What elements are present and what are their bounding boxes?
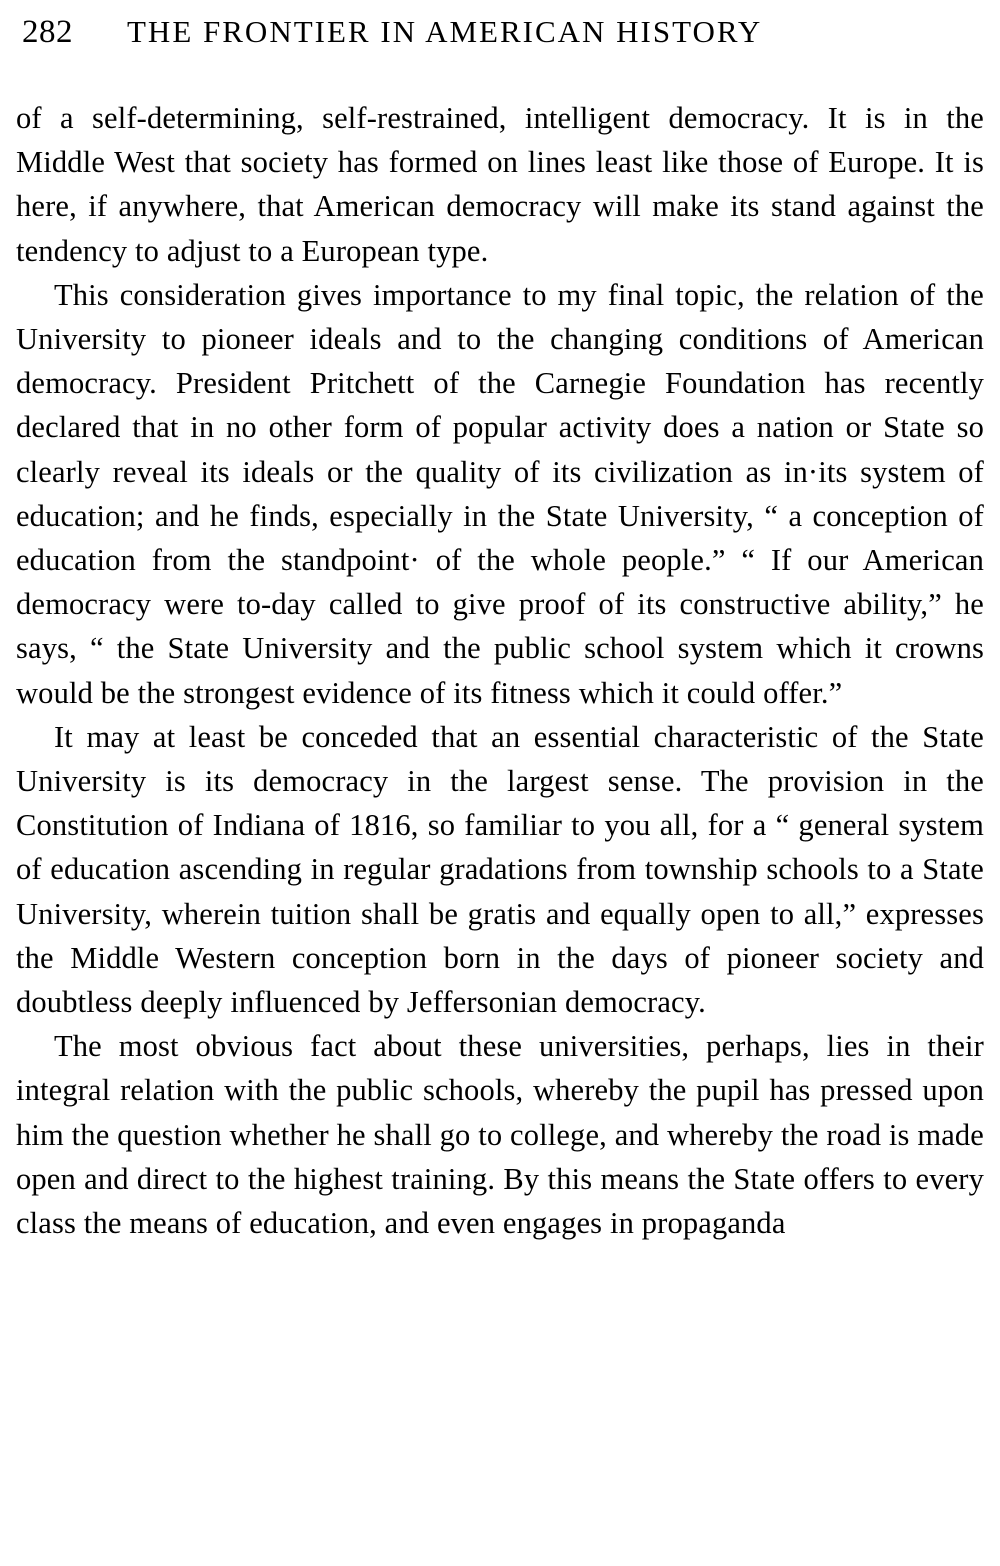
page-body [16,96,984,1245]
paragraph-1: of a self-determining, self-restrained, intelligent democracy. It is in the Middle West that society has formed on lines least like those of Europe. It is here, if anywhere, that American democracy will make its stand against the tendency to adjust to a European type. [16,101,984,268]
page-header [22,14,978,58]
page-number: 282 [22,14,73,50]
running-head: THE FRONTIER IN AMERICAN HISTORY [127,14,763,49]
paragraph-3: It may at least be conceded that an essential characteristic of the State University is its democracy in the largest sense. The provision in the Constitution of Indiana of 1816, so familiar to you all, for a “ general system of education ascending in regular gradations from township schools to a State University, wherein tuition shall be gratis and equally open to all,” expresses the Middle Western conception born in the days of pioneer society and doubtless deeply influenced by Jeffersonian democracy. [16,719,984,1020]
paragraph-4: The most obvious fact about these universities, perhaps, lies in their integral relation with the public schools, whereby the pupil has pressed upon him the question whether he shall go to college, and whereby the road is made open and direct to the highest training. By this means the State offers to every class the means of education, and even engages in propaganda [16,1029,984,1241]
paragraph-2: This consideration gives importance to my final topic, the relation of the University to pioneer ideals and to the changing conditions of American democracy. President Pritchett of the Carnegie Foundation has recently declared that in no other form of popular activity does a nation or State so clearly reveal its ideals or the quality of its civilization as in·its system of education; and he finds, especially in the State University, “ a conception of education from the standpoint· of the whole people.” “ If our American democracy were to-day called to give proof of its constructive ability,” he says, “ the State University and the public school system which it crowns would be the strongest evidence of its fitness which it could offer.” [16,277,984,710]
